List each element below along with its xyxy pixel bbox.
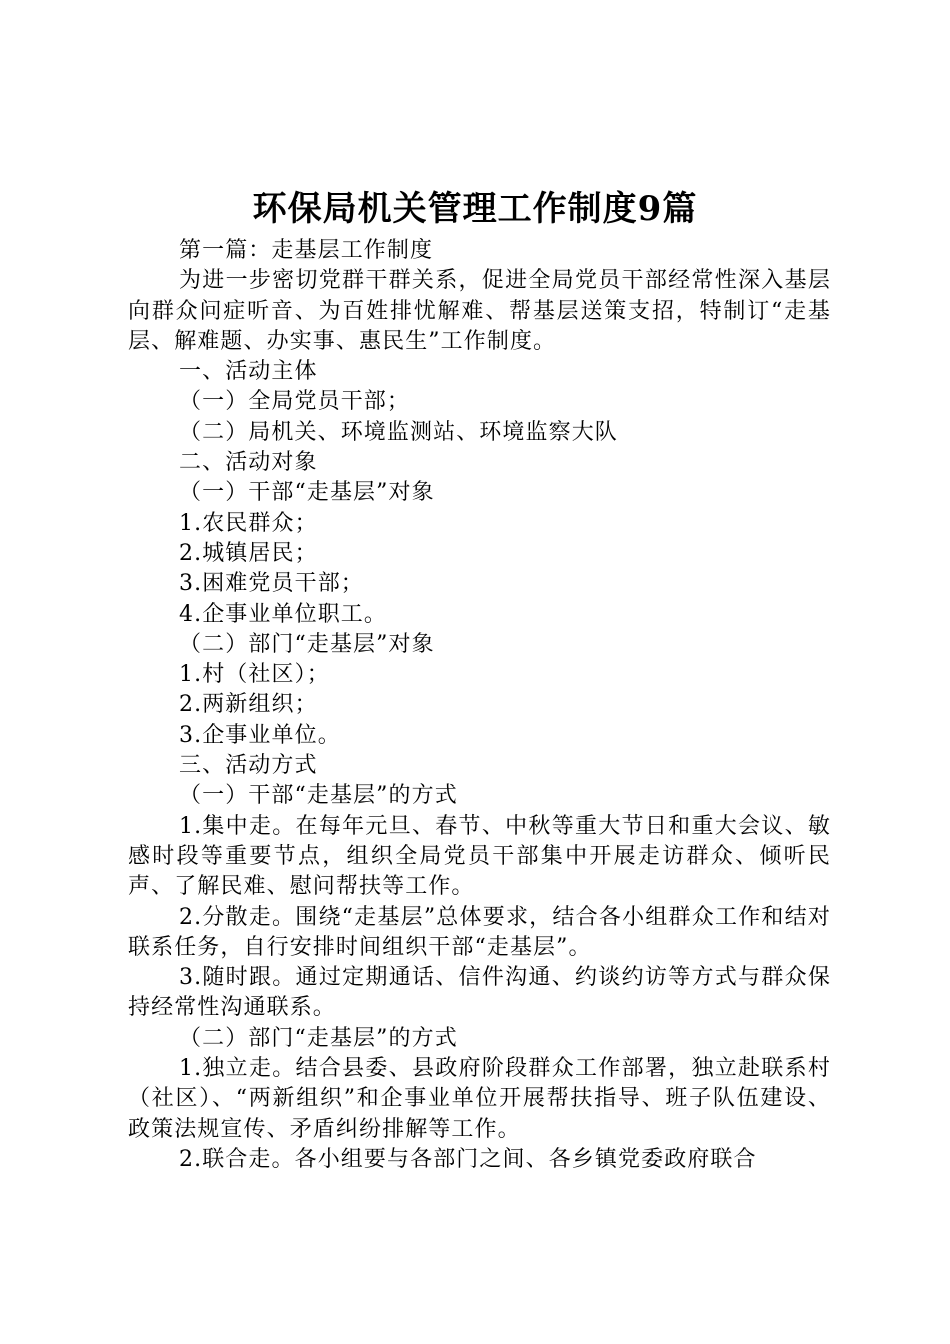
list-item: （二）局机关、环境监测站、环境监察大队 <box>179 419 618 445</box>
section-heading-subject: 一、活动主体 <box>179 359 318 385</box>
subsection-heading: （二）部门“走基层”对象 <box>179 631 435 657</box>
paragraph-item: 3.随时跟。通过定期通话、信件沟通、约谈约访等方式与群众保持经常性沟通联系。 <box>128 965 831 1021</box>
paragraph-intro: 为进一步密切党群干群关系，促进全局党员干部经常性深入基层向群众问症听音、为百姓排忧解难、帮基层送策支招，特制订“走基层、解难题、办实事、惠民生”工作制度。 <box>128 268 831 354</box>
paragraph-part-one-heading: 第一篇：走基层工作制度 <box>179 238 434 263</box>
section-heading-targets: 二、活动对象 <box>179 450 318 476</box>
list-item: 3.困难党员干部； <box>179 571 364 597</box>
list-item: 3.企事业单位。 <box>179 722 341 748</box>
document-body <box>128 236 831 1175</box>
section-heading-methods: 三、活动方式 <box>179 753 318 779</box>
paragraph-item: 2.联合走。各小组要与各部门之间、各乡镇党委政府联合 <box>179 1146 757 1172</box>
paragraph-item: 2.分散走。围绕“走基层”总体要求，结合各小组群众工作和结对联系任务，自行安排时间组织干部“走基层”。 <box>128 904 831 960</box>
subsection-heading: （一）干部“走基层”对象 <box>179 480 435 506</box>
list-item: 1.农民群众； <box>179 510 318 536</box>
list-item: 2.城镇居民； <box>179 540 318 566</box>
paragraph-item: 1.集中走。在每年元旦、春节、中秋等重大节日和重大会议、敏感时段等重要节点，组织全局党员干部集中开展走访群众、倾听民声、了解民难、慰问帮扶等工作。 <box>128 813 831 900</box>
document-title: 环保局机关管理工作制度9篇 <box>252 189 698 229</box>
subsection-heading: （二）部门“走基层”的方式 <box>179 1025 458 1051</box>
subsection-heading: （一）干部“走基层”的方式 <box>179 783 458 809</box>
paragraph-item: 1.独立走。结合县委、县政府阶段群众工作部署，独立赴联系村（社区）、“两新组织”和企事业单位开展帮扶指导、班子队伍建设、政策法规宣传、矛盾纠纷排解等工作。 <box>128 1056 831 1142</box>
list-item: （一）全局党员干部； <box>179 389 411 415</box>
list-item: 1.村（社区）； <box>179 662 330 688</box>
list-item: 4.企事业单位职工。 <box>179 601 387 627</box>
list-item: 2.两新组织； <box>179 692 318 718</box>
